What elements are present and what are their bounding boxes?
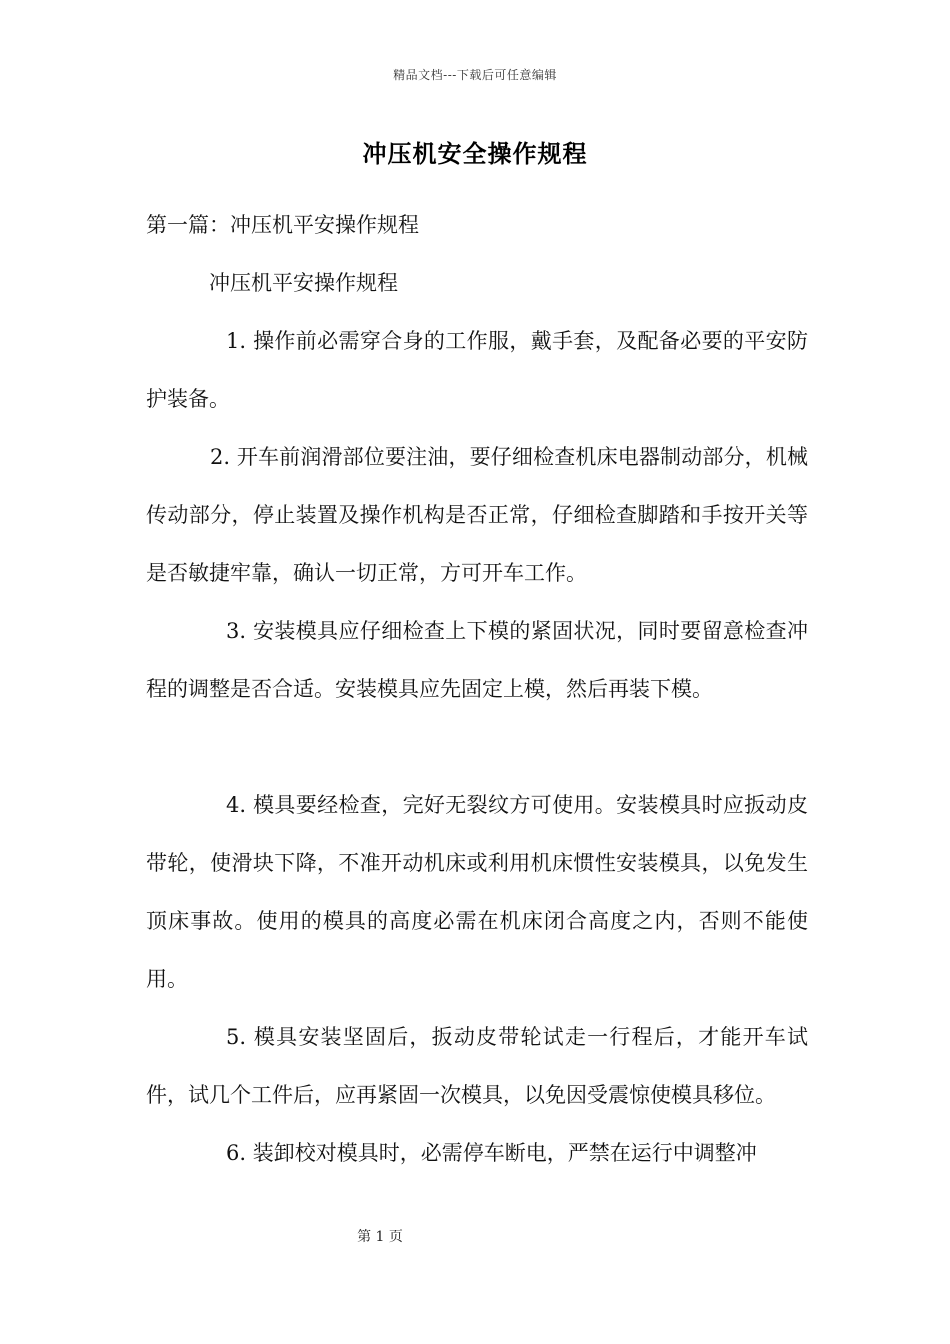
paragraph-item-6: 6. 装卸校对模具时，必需停车断电，严禁在运行中调整冲 (226, 1141, 757, 1165)
paragraph-spacer (146, 718, 808, 776)
paragraph-item-5: 5. 模具安装坚固后，扳动皮带轮试走一行程后，才能开车试件，试几个工件后，应再紧固一次模具，以免因受震惊使模具移位。 (146, 1025, 808, 1107)
paragraph-item-3: 3. 安装模具应仔细检查上下模的紧固状况，同时要留意检查冲程的调整是否合适。安装模具应先固定上模，然后再装下模。 (146, 619, 808, 701)
page-number: 第 1 页 (357, 1229, 403, 1245)
header-watermark: 精品文档---下载后可任意编辑 (393, 68, 557, 82)
paragraph-item-1: 1. 操作前必需穿合身的工作服，戴手套，及配备必要的平安防护装备。 (146, 329, 808, 411)
document-body (146, 196, 808, 1182)
paragraph-item-2: 2. 开车前润滑部位要注油，要仔细检查机床电器制动部分，机械传动部分，停止装置及操作机构是否正常，仔细检查脚踏和手按开关等是否敏捷牢靠，确认一切正常，方可开车工作。 (146, 445, 808, 585)
document-title: 冲压机安全操作规程 (362, 139, 588, 168)
paragraph-item-4: 4. 模具要经检查，完好无裂纹方可使用。安装模具时应扳动皮带轮，使滑块下降，不准开动机床或利用机床惯性安装模具，以免发生顶床事故。使用的模具的高度必需在机床闭合高度之内，否则不能使用。 (146, 793, 808, 991)
section-heading: 第一篇：冲压机平安操作规程 (146, 213, 419, 237)
sub-heading: 冲压机平安操作规程 (209, 271, 398, 295)
